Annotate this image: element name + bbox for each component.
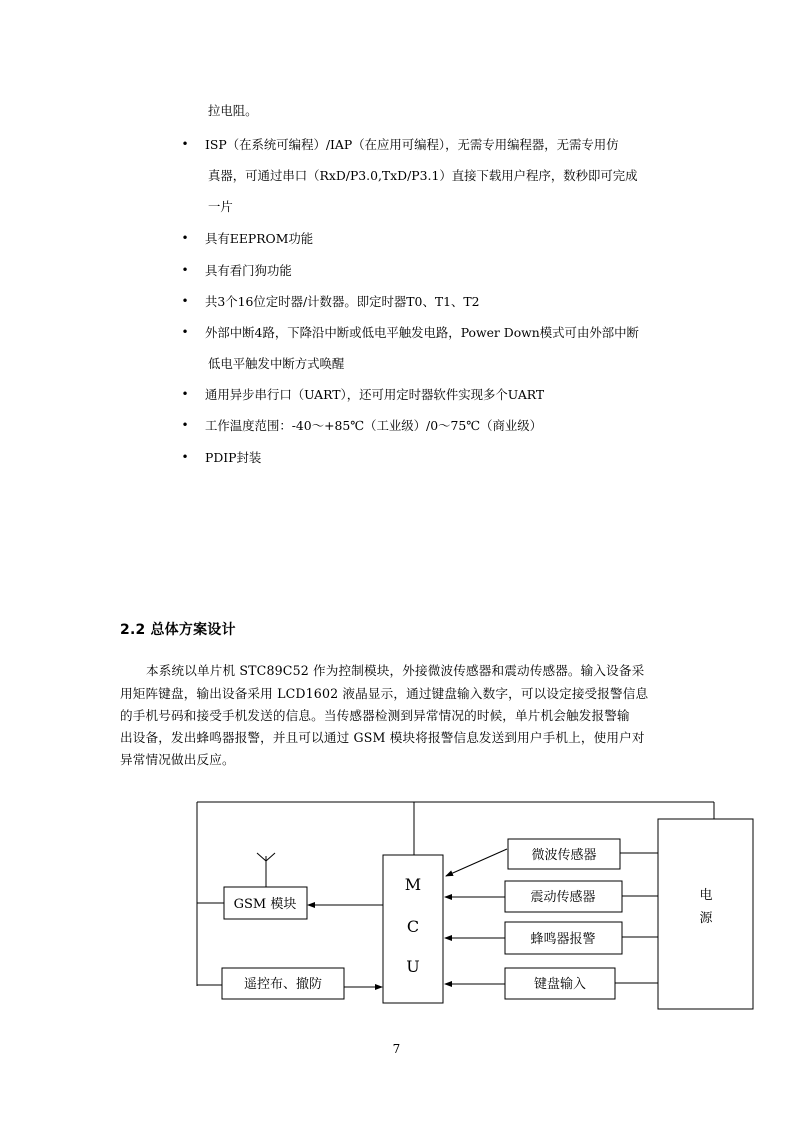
bullet-line: 通用异步串行口（UART），还可用定时器软件实现多个UART: [205, 387, 545, 402]
antenna-icon: [257, 853, 275, 887]
continuation-line: 拉电阻。: [208, 103, 258, 118]
bullet-line: 共3个16位定时器/计数器。即定时器T0、T1、T2: [205, 294, 480, 309]
power-supply-label: 电: [699, 888, 713, 903]
buzzer-alarm-label: 蜂鸣器报警: [530, 932, 596, 947]
bullet-symbol: •: [181, 418, 189, 432]
paragraph-line: 本系统以单片机 STC89C52 作为控制模块，外接微波传感器和震动传感器。输入设备采: [146, 663, 645, 678]
keyboard-input-label: 键盘输入: [533, 977, 587, 992]
power-supply-label: 源: [699, 911, 713, 926]
microwave-to-mcu-arrow: [446, 849, 507, 876]
bullet-symbol: •: [181, 325, 189, 339]
paragraph-line: 的手机号码和接受手机发送的信息。当传感器检测到异常情况的时候，单片机会触发报警输: [120, 708, 630, 723]
paragraph-line: 异常情况做出反应。: [120, 752, 235, 767]
mcu-letter: M: [404, 875, 422, 894]
bullet-line: ISP（在系统可编程）/IAP（在应用可编程），无需专用编程器，无需专用仿: [205, 137, 619, 152]
microwave-sensor-label: 微波传感器: [531, 848, 597, 863]
bullet-symbol: •: [181, 137, 189, 151]
bullet-symbol: •: [181, 450, 189, 464]
bullet-line: 具有EEPROM功能: [205, 231, 314, 246]
vibration-sensor-label: 震动传感器: [530, 890, 596, 905]
bullet-line: 外部中断4路，下降沿中断或低电平触发电路，Power Down模式可由外部中断: [205, 325, 639, 340]
bullet-line: 具有看门狗功能: [205, 263, 292, 278]
bullet-symbol: •: [181, 263, 189, 277]
bullet-line: 真器，可通过串口（RxD/P3.0,TxD/P3.1）直接下载用户程序，数秒即可完成: [208, 168, 638, 183]
section-title: 2.2 总体方案设计: [120, 622, 236, 638]
paragraph-line: 出设备，发出蜂鸣器报警，并且可以通过 GSM 模块将报警信息发送到用户手机上，使用户对: [120, 730, 645, 745]
gsm-module-label: GSM 模块: [233, 897, 297, 912]
bullet-line: 工作温度范围：-40～+85℃（工业级）/0～75℃（商业级）: [205, 418, 543, 433]
paragraph-line: 用矩阵键盘，输出设备采用 LCD1602 液晶显示，通过键盘输入数字，可以设定接受报警信息: [120, 686, 649, 701]
bullet-line: 一片: [208, 199, 233, 214]
bullet-line: 低电平触发中断方式唤醒: [208, 356, 345, 371]
mcu-letter: C: [406, 917, 420, 936]
bullet-symbol: •: [181, 294, 189, 308]
mcu-letter: U: [406, 957, 420, 976]
page-number: 7: [392, 1042, 401, 1056]
bullet-symbol: •: [181, 387, 189, 401]
bullet-line: PDIP封装: [205, 450, 262, 465]
remote-control-label: 遥控布、撤防: [243, 977, 323, 992]
bullet-symbol: •: [181, 231, 189, 245]
